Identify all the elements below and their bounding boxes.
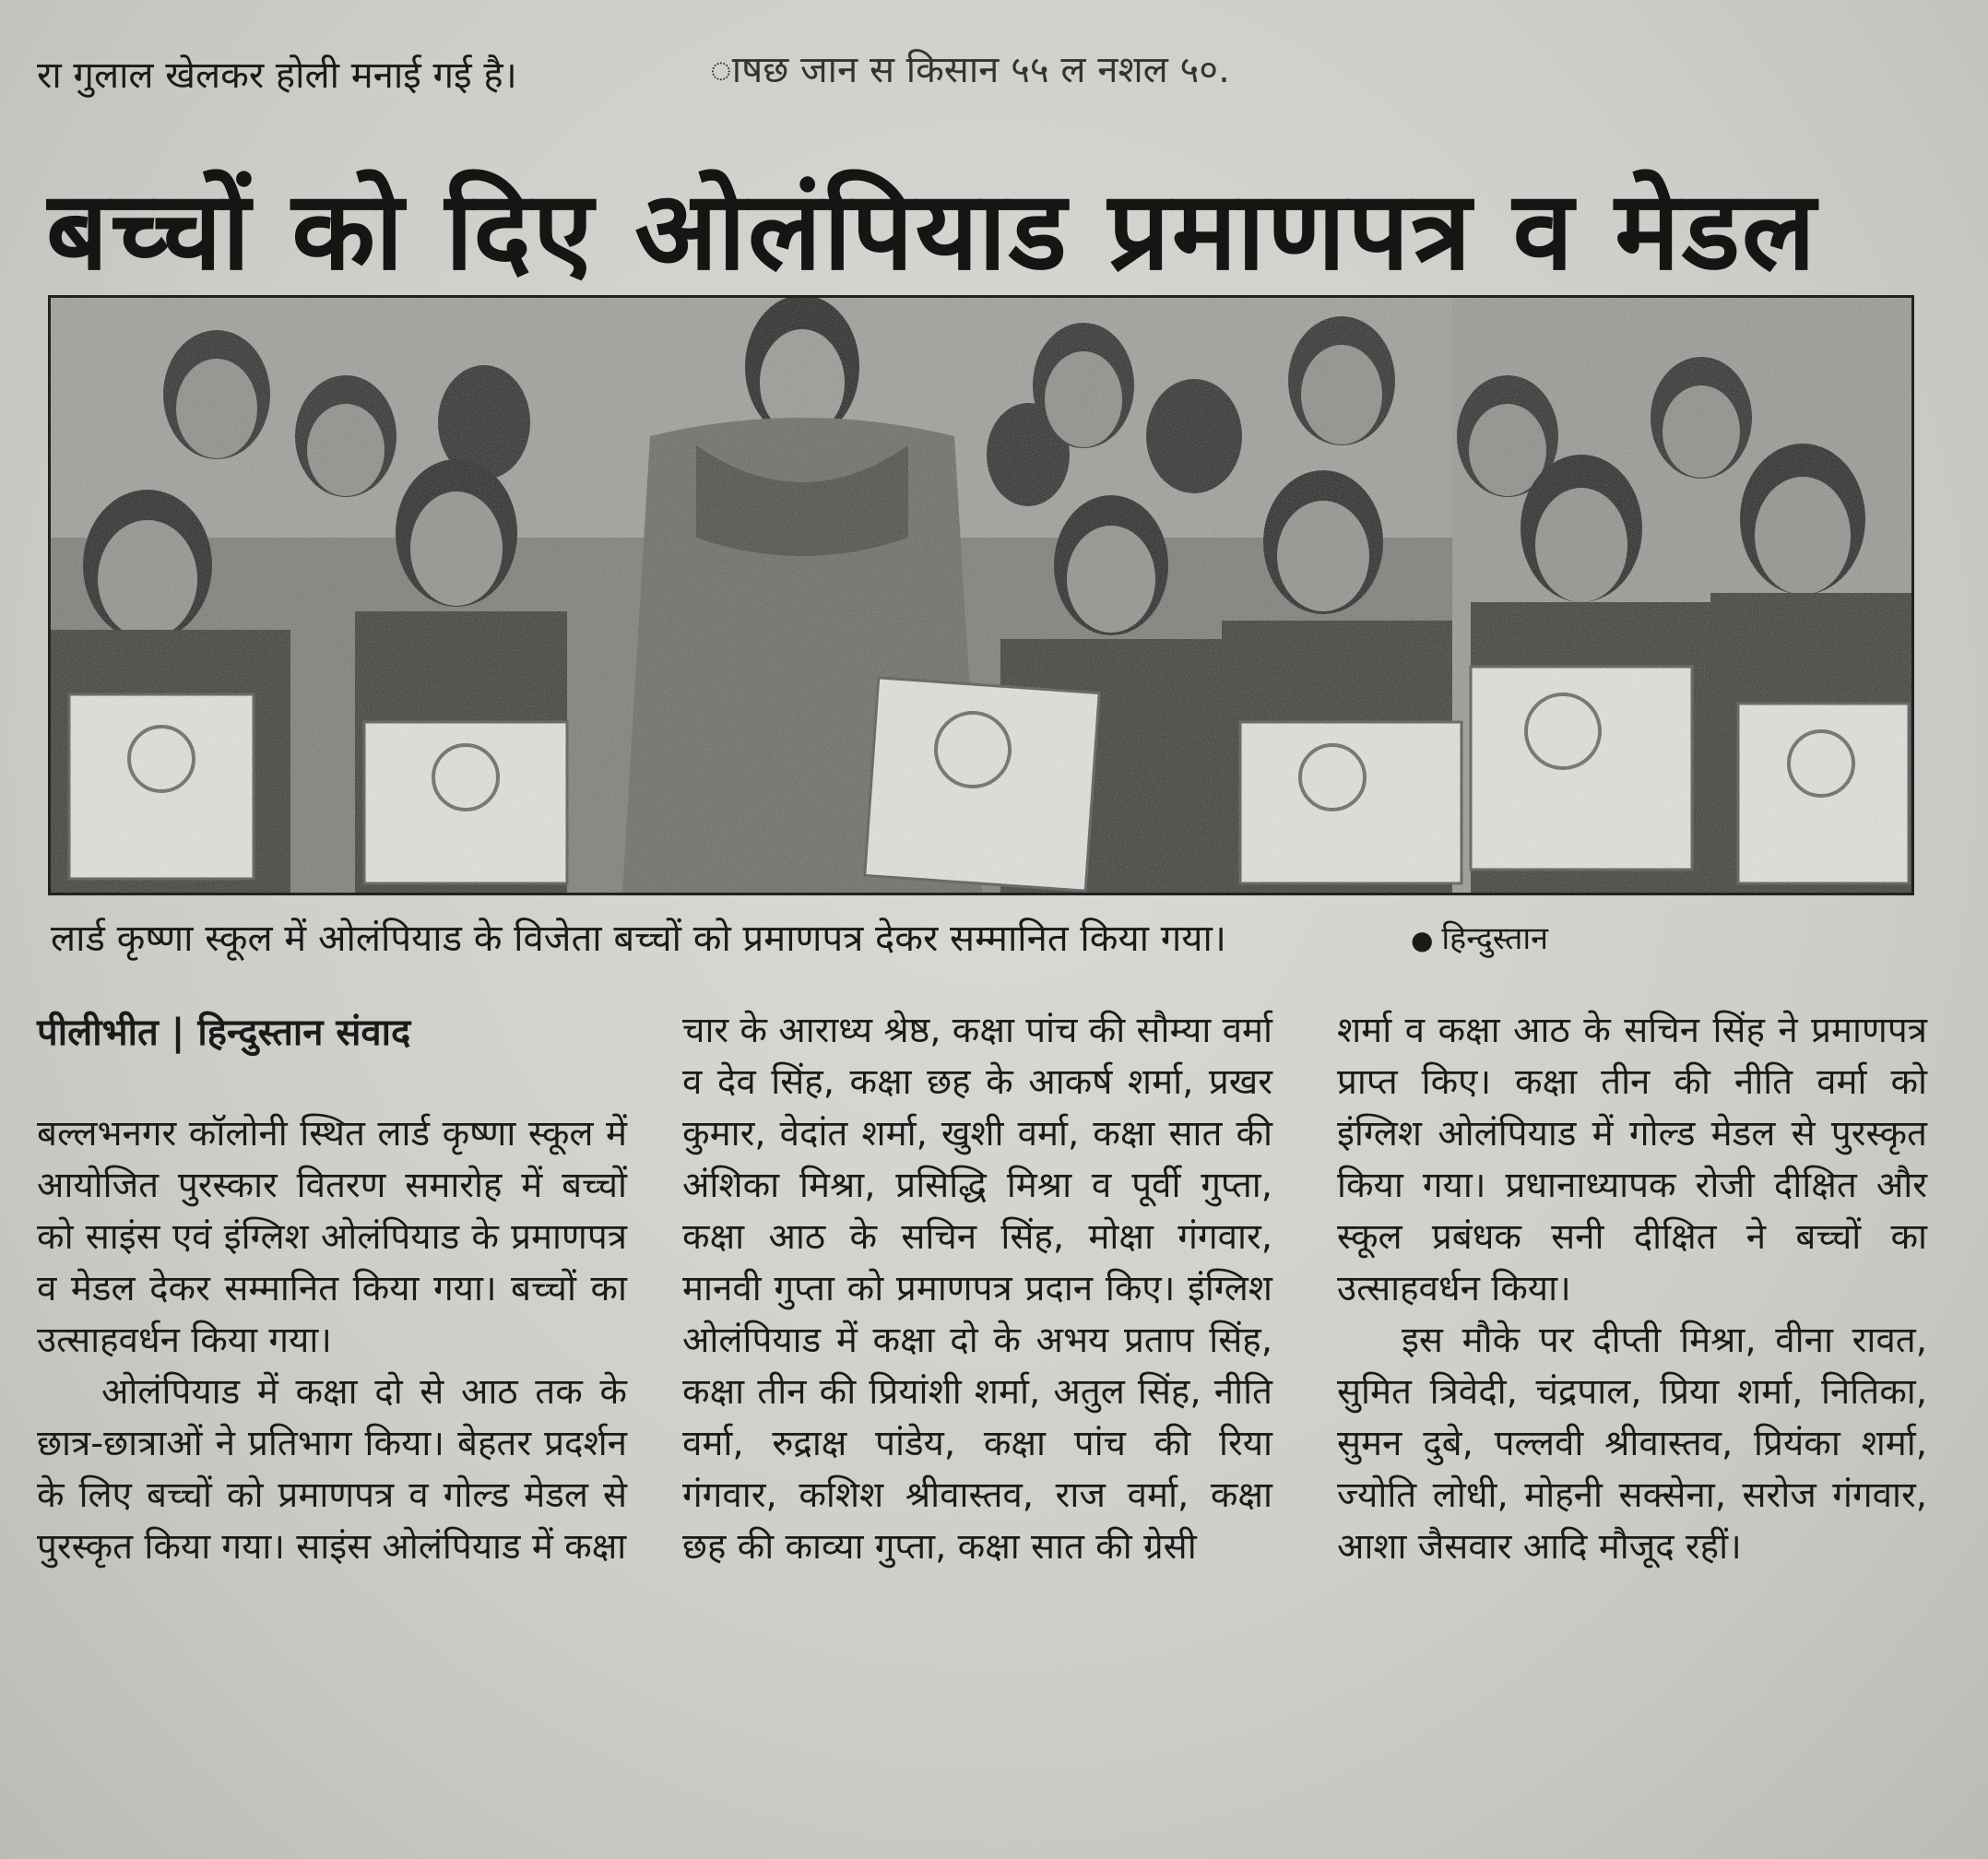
photo-credit (1411, 911, 1548, 966)
headline: बच्चों को दिए ओलंपियाड प्रमाणपत्र व मेडल (46, 167, 1817, 294)
previous-article-tail: रा गुलाल खेलकर होली मनाई गई है। (37, 54, 517, 97)
paragraph: चार के आराध्य श्रेष्ठ, कक्षा पांच की सौम्या वर्मा व देव सिंह, कक्षा छह के आकर्ष शर्मा, प्रखर कुमार, वेदांत शर्मा, खुशी वर्मा, कक्षा सात की अंशिका मिश्रा, प्रसिद्धि मिश्रा व पूर्वी गुप्ता, कक्षा आठ के सचिन सिंह, मोक्षा गंगवार, मानवी गुप्ता को प्रमाणपत्र प्रदान किए। इंग्लिश ओलंपियाड में कक्षा दो के अभय प्रताप सिंह, कक्षा तीन की प्रियांशी शर्मा, अतुल सिंह, नीति वर्मा, रुद्राक्ष पांडेय, कक्षा पांच की रिया गंगवार, कशिश श्रीवास्तव, राज वर्मा, कक्षा छह की काव्या गुप्ता, कक्षा सात की ग्रेसी (682, 1010, 1272, 1568)
paragraph: ओलंपियाड में कक्षा दो से आठ तक के छात्र-छात्राओं ने प्रतिभाग किया। बेहतर प्रदर्शन के लिए बच्चों को प्रमाणपत्र व गोल्ड मेडल से पुरस्कृत किया गया। साइंस ओलंपियाड में कक्षा (37, 1371, 627, 1568)
dateline (37, 1005, 627, 1060)
column-1 (37, 1005, 627, 1573)
dateline-separator: | (171, 1012, 198, 1054)
paragraph: इस मौके पर दीप्ती मिश्रा, वीना रावत, सुमित त्रिवेदी, चंद्रपाल, प्रिया शर्मा, नितिका, सुमन दुबे, पल्लवी श्रीवास्तव, प्रियंका शर्मा, ज्योति लोधी, मोहनी सक्सेना, सरोज गंगवार, आशा जैसवार आदि मौजूद रहीं। (1337, 1320, 1927, 1568)
caption-text: लार्ड कृष्णा स्कूल में ओलंपियाड के विजेता बच्चों को प्रमाणपत्र देकर सम्मानित किया गया। (51, 918, 1226, 960)
paragraph: बल्लभनगर कॉलोनी स्थित लार्ड कृष्णा स्कूल में आयोजित पुरस्कार वितरण समारोह में बच्चों को साइंस एवं इंग्लिश ओलंपियाड के प्रमाणपत्र व मेडल देकर सम्मानित किया गया। बच्चों का उत्साहवर्धन किया गया। (37, 1113, 627, 1361)
paragraph: शर्मा व कक्षा आठ के सचिन सिंह ने प्रमाणपत्र प्राप्त किए। कक्षा तीन की नीति वर्मा को इंग्लिश ओलंपियाड में गोल्ड मेडल से पुरस्कृत किया गया। प्रधानाध्यापक रोजी दीक्षित और स्कूल प्रबंधक सनी दीक्षित ने बच्चों का उत्साहवर्धन किया। (1337, 1010, 1927, 1309)
photo-credit-text: हिन्दुस्तान (1441, 920, 1549, 957)
column-3 (1337, 1005, 1927, 1573)
column-2 (682, 1005, 1272, 1573)
dateline-place: पीलीभीत (37, 1012, 159, 1054)
photo-caption (51, 911, 1932, 966)
dateline-source: हिन्दुस्तान संवाद (197, 1012, 411, 1054)
bullet-icon: ● (1411, 925, 1442, 955)
photo-group-icon (51, 298, 1911, 893)
news-photo (48, 295, 1914, 895)
adjacent-article-tail: ाषछ जान स किसान ५५ ल नशल ५०. (710, 49, 1230, 91)
previous-article-strip (37, 48, 1955, 103)
article-body (37, 1005, 1936, 1817)
